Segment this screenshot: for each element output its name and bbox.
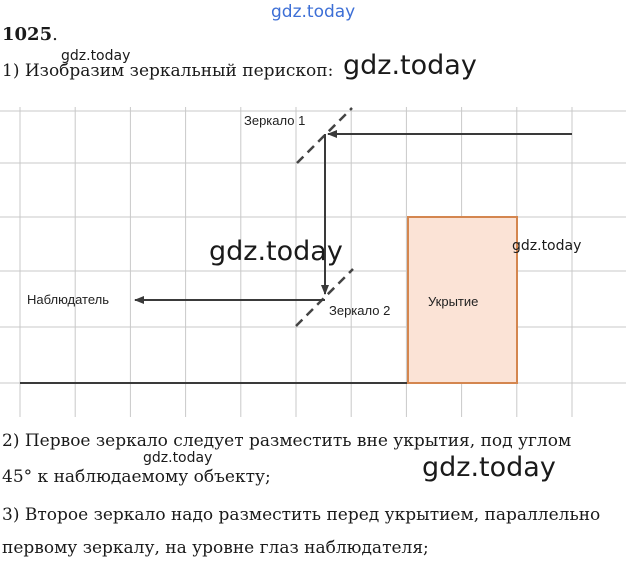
watermark-diagram-center: gdz.today	[209, 236, 343, 267]
watermark-right-of-step1: gdz.today	[343, 50, 477, 81]
step3-text-line1: 3) Второе зеркало надо разместить перед укрытием, параллельно	[2, 505, 601, 525]
watermark-diagram-right: gdz.today	[512, 238, 582, 254]
watermark-near-heading: gdz.today	[61, 48, 131, 64]
watermark-top: gdz.today	[271, 2, 356, 22]
task-number-suffix: .	[52, 24, 58, 45]
task-number-value: 1025	[2, 24, 53, 45]
step3-text-line2: первому зеркалу, на уровне глаз наблюдателя;	[2, 538, 429, 558]
step1-text: 1) Изобразим зеркальный перископ:	[2, 61, 334, 81]
watermark-near-step2: gdz.today	[143, 450, 213, 466]
task-number	[2, 24, 58, 45]
observer-label: Наблюдатель	[27, 292, 110, 307]
step2-text-line2: 45° к наблюдаемому объекту;	[2, 467, 271, 487]
mirror2-label: Зеркало 2	[329, 303, 391, 318]
cover-label: Укрытие	[428, 294, 479, 309]
mirror1-label: Зеркало 1	[244, 113, 306, 128]
step2-text-line1: 2) Первое зеркало следует разместить вне укрытия, под углом	[2, 431, 572, 451]
watermark-right-of-step2: gdz.today	[422, 452, 556, 483]
